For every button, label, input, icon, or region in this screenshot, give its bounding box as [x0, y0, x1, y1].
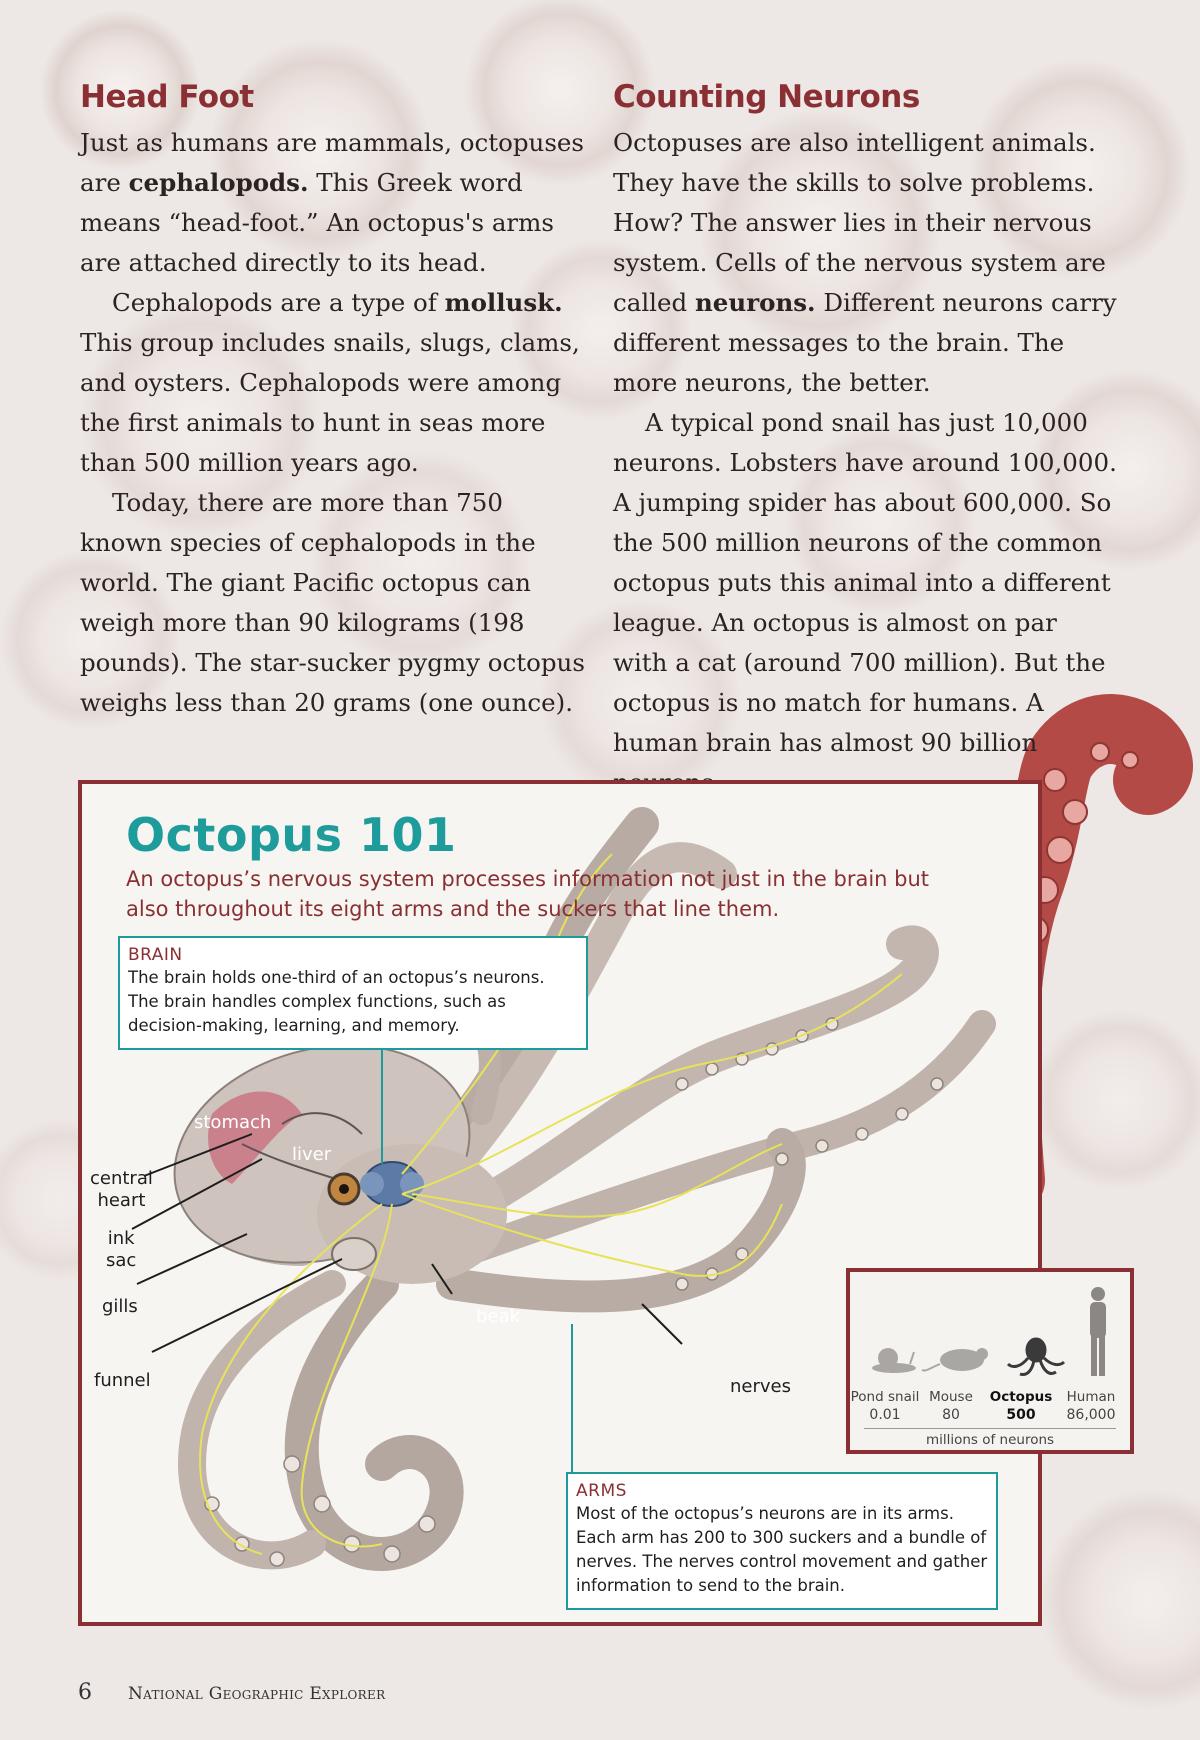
counting-neurons-section: [613, 75, 1118, 803]
comparison-unit-label: millions of neurons: [925, 1432, 1055, 1448]
label-liver: liver: [292, 1144, 332, 1165]
comparison-divider: [864, 1428, 1116, 1429]
label-nerves: nerves: [730, 1376, 791, 1397]
brain-callout: [118, 936, 588, 1050]
term-mollusk: mollusk.: [444, 288, 563, 317]
label-gills: gills: [102, 1296, 138, 1317]
infographic-title: Octopus 101: [126, 808, 457, 862]
head-foot-section: [80, 75, 585, 723]
label-funnel: funnel: [94, 1370, 151, 1391]
arms-callout: [566, 1472, 998, 1610]
paragraph: Cephalopods are a type of mollusk. This group includes snails, slugs, clams, and oysters. Cephalopods were among the first animals to hunt in seas more than 500 million years ago.: [80, 288, 580, 477]
paragraph: Today, there are more than 750 known species of cephalopods in the world. The giant Pacific octopus can weigh more than 90 kilograms (198 pounds). The star-sucker pygmy octopus weighs less than 20 grams (one ounce).: [80, 488, 585, 717]
term-cephalopods: cephalopods.: [128, 168, 309, 197]
term-neurons: neurons.: [694, 288, 816, 317]
label-ink-sac: ink sac: [106, 1228, 137, 1271]
label-stomach: stomach: [194, 1112, 272, 1133]
comparison-human: Human 86,000: [1066, 1389, 1116, 1423]
comparison-octopus: Octopus 500: [989, 1389, 1053, 1423]
paragraph: A typical pond snail has just 10,000 neurons. Lobsters have around 100,000. A jumping spider has about 600,000. So the 500 million neurons of the common octopus puts this animal into a different league. An octopus is almost on par with a cat (around 700 million). But the octopus is no match for humans. A human brain has almost 90 billion: [613, 408, 1117, 757]
callout-text: Most of the octopus’s neurons are in its arms. Each arm has 200 to 300 suckers and a bundle of nerves. The nerves control movement and gather information to send to the brain.: [576, 1504, 988, 1595]
paragraph: Just as humans are mammals, octopuses are cephalopods. This Greek word means “head-foot.” An octopus's arms are attached directly to its head.: [80, 128, 584, 277]
callout-text: The brain holds one-third of an octopus’s neurons. The brain handles complex functions, such as decision-making, learning, and memory.: [128, 968, 545, 1035]
mouse-icon: [922, 1348, 988, 1371]
animal-silhouettes: [850, 1272, 1130, 1382]
comparison-mouse: Mouse 80: [929, 1389, 973, 1423]
section-heading: Head Foot: [80, 79, 254, 115]
octopus-icon: [1008, 1338, 1064, 1374]
paragraph: Octopuses are also intelligent animals. They have the skills to solve problems. How? The answer lies in their nervous system. Cells of the nervous system are called neurons. Different neurons carry different messages to the brain. The more neurons, the better.: [613, 128, 1117, 397]
neuron-comparison-chart: [846, 1268, 1134, 1454]
snail-icon: [872, 1348, 916, 1373]
octopus-101-infographic: [78, 780, 1042, 1626]
human-icon: [1090, 1287, 1106, 1376]
callout-heading: BRAIN: [128, 945, 183, 965]
callout-heading: ARMS: [576, 1481, 627, 1501]
publication-name: National Geographic Explorer: [128, 1684, 386, 1704]
comparison-pond-snail: Pond snail 0.01: [850, 1389, 920, 1423]
page-footer: [78, 1680, 386, 1705]
infographic-subtitle: An octopus’s nervous system processes information not just in the brain but also throughout its eight arms and the suckers that line them.: [126, 867, 930, 921]
label-central-heart: central heart: [90, 1168, 153, 1211]
label-beak: beak: [476, 1306, 520, 1327]
section-heading: Counting Neurons: [613, 79, 920, 115]
page-number: 6: [78, 1680, 92, 1705]
